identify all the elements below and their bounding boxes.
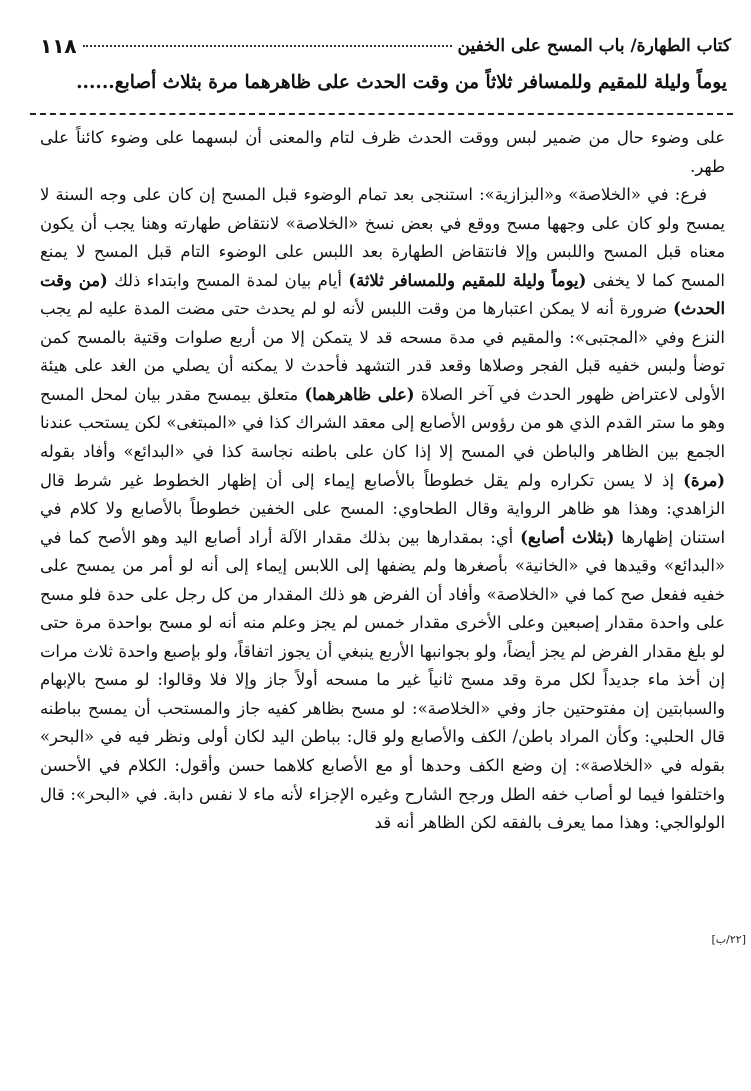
matn-quote: (على ظاهرهما) [304,384,415,404]
text-segment: فرع: في «الخلاصة» و«البزازية»: استنجى بعد تمام الوضوء قبل المسح إن كان على وجه السنة لا يمسح ولو كان على وجهها مسح ووقع في بعض نسخ «الخلاصة» لانتقاض طهارته وهنا يجب أن يكون معناه قبل المسح واللبس وإلا فانتقاض الطهارة بعد اللبس على الوضوء التام قبل المسح لا يمنع المسح كما لا يخفى [40,185,725,290]
running-title: كتاب الطهارة/ باب المسح على الخفين [457,36,731,56]
text-segment: أيام بيان لمدة المسح وابتداء ذلك [107,270,349,290]
text-segment: متعلق بيمسح مقدر بيان لمحل المسح وهو ما ستر القدم الذي هو من رؤوس الأصابع إلى معقد الشراك كذا في «المبتغى» لكن يستحب عندنا الجمع بين الظاهر والباطن في المسح إلا إذا كان على باطنه نجاسة كذا في «البدائع» وأفاد بقوله [40,384,725,462]
text-segment: أي: بمقدارها بين بذلك مقدار الآلة أراد أصابع اليد وهو الأصح كما في «البدائع» وقيدها في «الخانية» بأصغرها ولم يضفها إلى اللابس إيماء إلى أنه لو أمر من يمسح على خفيه ففعل صح كما في «الخلاصة» وأفاد أن الفرض هو ذلك المقدار من كل رجل على حدة فلو مسح على واحدة مقدار إصبعين وعلى الأخرى مقدار خمس لم يجز وعلم منه أنه لو مسح بواحدة مرة حتى لو بلغ مقدار الفرض لم يجز أيضاً، ولو بجوانبها الأربع ينبغي أن يجوز اتفاقاً، ولو بإصبع واحدة ثلاث مرات إن أخذ ماء جديداً لكل مرة وقد مسح ثانياً غير ما مسحه أولاً جاز وإلا فلا وقالوا: لو مسح بالإبهام والسبابتين إن مفتوحتين جاز وفي «الخلاصة»: لو مسح بظاهر كفيه جاز والمستحب أن يمسح بباطنه قال الحلبي: وكأن المراد باطن/ الكف والأصابع ولو قال: بباطن اليد لكان أولى ونظر فيه في «البحر» بقوله في «الخلاصة»: إن وضع الكف وحدها أو مع الأصابع كلاهما حسن وأقول: الكلام في الأحسن واختلفوا فيما لو أصاب خفه الطل ورجح الشارح وغيره الإجزاء لأنه ماء لا نفس دابة. في «البحر»: قال الولوالجي: وهذا مما يعرف بالفقه لكن الظاهر أنه قد [40,527,725,833]
paragraph-2 [40,181,725,838]
manuscript-folio-marker: [٢٢/ب] [711,933,746,946]
matn-quote: (بثلاث أصابع) [520,527,615,547]
matn-quote: (يوماً وليلة للمقيم وللمسافر ثلاثة) [348,270,587,290]
page-number: ١١٨ [40,34,77,58]
matn-quote: (مرة) [683,470,725,490]
text-segment: إذ لا يسن تكراره ولم يقل خطوطاً بالأصابع إيماء إلى أن إظهار الخطوط غير شرط قال الزاهدي: وهذا هو ظاهر الرواية وقال الطحاوي: المسح على الخفين خطوطاً بالأصابع ولا كلام في استنان إظهارها [40,470,726,547]
paragraph-1 [40,124,725,181]
text-segment: على وضوء حال من ضمير لبس ووقت الحدث ظرف لتام والمعنى أن لبسهما على وضوء كائناً على طهر. [40,128,725,176]
header-leader-dots [83,45,452,47]
text-segment: ضرورة أنه لا يمكن اعتبارها من وقت اللبس لأنه لو لم يحدث حتى مضت المدة عليه لم يجب النزع وفي «المجتبى»: والمقيم في مدة مسحه قد لا يتمكن إلا من أربع صلوات وقتية بالمسح كمن توضأ ولبس خفيه قبل الفجر وصلاها وقعد قدر التشهد فأحدث لا يمكنه أن يصلي من الغد على هيئة الأولى لاعتراض ظهور الحدث في آخر الصلاة [40,299,725,404]
page-header [40,32,731,60]
matn-text: يوماً وليلة للمقيم وللمسافر ثلاثاً من وقت الحدث على ظاهرهما مرة بثلاث أصابع...... [76,72,727,93]
section-separator [30,113,733,115]
commentary-body [40,124,725,838]
matn-quote: (من وقت الحدث) [40,270,725,319]
